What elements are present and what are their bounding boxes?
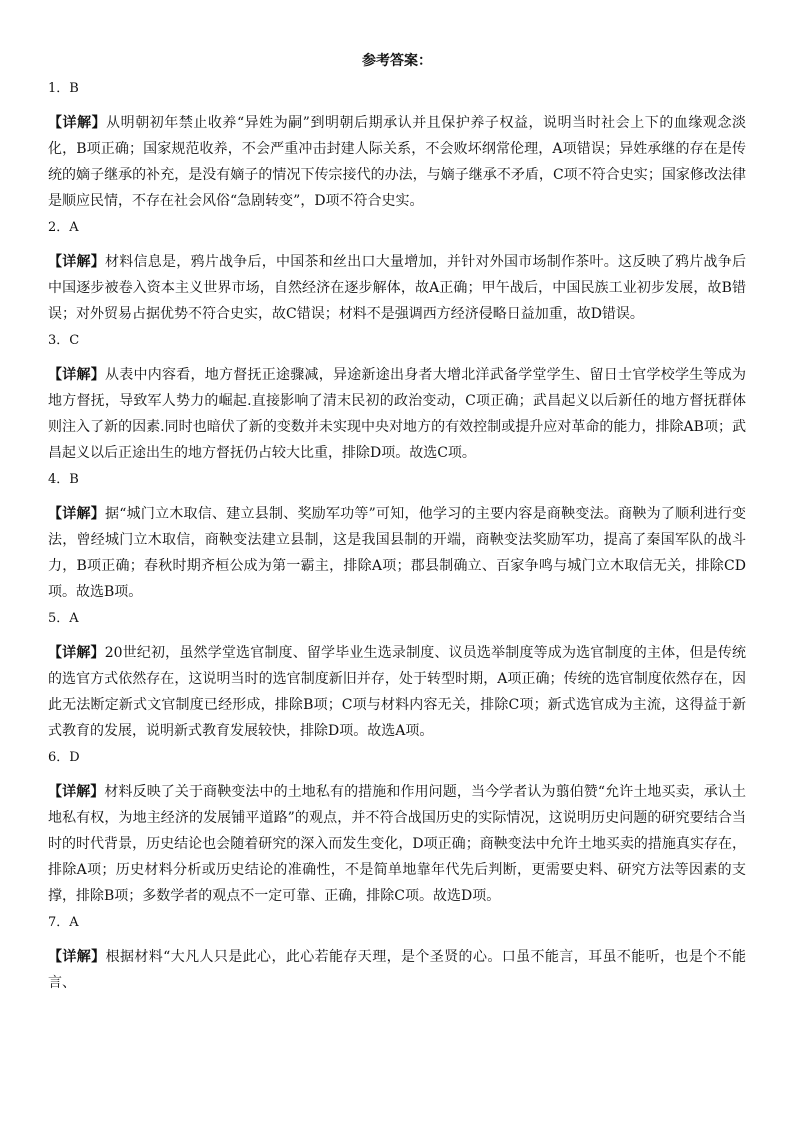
detail-text: 据“城门立木取信、建立县制、奖励军功等”可知，他学习的主要内容是商鞅变法。商鞅为了顺利进行变法，曾经城门立木取信，商鞅变法建立县制，这是我国县制的开端，商鞅变法奖励军功，提高了秦国军队的战斗力，B项正确；春秋时期齐桓公成为第一霸主，排除A项；郡县制确立、百家争鸣与城门立木取信无关，排除CD项。故选B项。 [48,506,747,600]
answer-number: 4．B [48,472,79,487]
detail-text: 根据材料“大凡人只是此心，此心若能存天理，是个圣贤的心。口虽不能言，耳虽不能听，也是个不能言、 [48,949,747,991]
detail-text: 从明朝初年禁止收养“异姓为嗣”到明朝后期承认并且保护养子权益，说明当时社会上下的血缘观念淡化，B项正确；国家规范收养，不会严重冲击封建人际关系，不会败坏纲常伦理，A项错误；异姓承继的存在是传统的嫡子继承的补充，是没有嫡子的情况下传宗接代的办法，与嫡子继承不矛盾，C项不符合史实；国家修改法律是顺应民情，不存在社会风俗“急剧转变”，D项不符合史实。 [48,115,746,209]
detail-tag: 【详解】 [48,645,105,661]
answer-item-1 [48,80,746,214]
answer-item-3 [48,332,746,466]
detail-tag: 【详解】 [48,949,106,965]
answer-detail [48,779,746,909]
detail-tag: 【详解】 [48,254,105,270]
answer-number: 1．B [48,81,79,96]
detail-tag: 【详解】 [48,784,105,800]
answer-detail [48,249,746,327]
detail-text: 材料信息是，鸦片战争后，中国茶和丝出口大量增加，并针对外国市场制作茶叶。这反映了鸦片战争后中国逐步被卷入资本主义世界市场，自然经济在逐步解体，故A正确；甲午战后，中国民族工业初步发展，故B错误；对外贸易占据优势不符合史实，故C错误；材料不是强调西方经济侵略日益加重，故D错误。 [48,254,746,322]
answer-number: 5．A [48,611,79,626]
answer-detail [48,944,746,996]
answer-item-4 [48,471,746,605]
answer-item-5 [48,610,746,744]
detail-text: 材料反映了关于商鞅变法中的土地私有的措施和作用问题，当今学者认为翦伯赞“允许土地买卖，承认土地私有权，为地主经济的发展铺平道路”的观点，并不符合战国历史的实际情况，这说明历史问题的研究要结合当时的时代背景，历史结论也会随着研究的深入而发生变化，D项正确；商鞅变法中允许土地买卖的措施真实存在，排除A项；历史材料分析或历史结论的准确性，不是简单地靠年代先后判断，更需要史料、研究方法等因素的支撑，排除B项；多数学者的观点不一定可靠、正确，排除C项。故选D项。 [48,784,747,904]
answer-detail [48,501,746,605]
answer-item-7 [48,914,746,996]
detail-text: 从表中内容看，地方督抚正途骤减，异途新途出身者大增北洋武备学堂学生、留日士官学校学生等成为地方督抚，导致军人势力的崛起.直接影响了清末民初的政治变动，C项正确；武昌起义以后新任的地方督抚群体则注入了新的因素.同时也暗伏了新的变数并未实现中央对地方的有效控制或提升应对革命的能力，排除AB项；武昌起义以后正途出生的地方督抚仍占较大比重，排除D项。故选C项。 [48,367,746,461]
detail-tag: 【详解】 [48,506,105,522]
answer-item-6 [48,749,746,909]
answer-number: 7．A [48,915,79,930]
page-title: 参考答案： [362,53,432,69]
detail-text: 20世纪初，虽然学堂选官制度、留学毕业生选录制度、议员选举制度等成为选官制度的主体，但是传统的选官方式依然存在，这说明当时的选官制度新旧并存，处于转型时期，A项正确；传统的选官制度依然存在，因此无法断定新式文官制度已经形成，排除B项；C项与材料内容无关，排除C项；新式选官成为主流，这得益于新式教育的发展，说明新式教育发展较快，排除D项。故选A项。 [48,645,747,739]
answer-item-2 [48,219,746,327]
answer-detail [48,110,746,214]
answer-number: 3．C [48,333,80,348]
answer-number: 2．A [48,220,79,235]
answer-detail [48,362,746,466]
answer-detail [48,640,746,744]
detail-tag: 【详解】 [48,367,105,383]
answer-number: 6．D [48,750,80,765]
detail-tag: 【详解】 [48,115,107,131]
